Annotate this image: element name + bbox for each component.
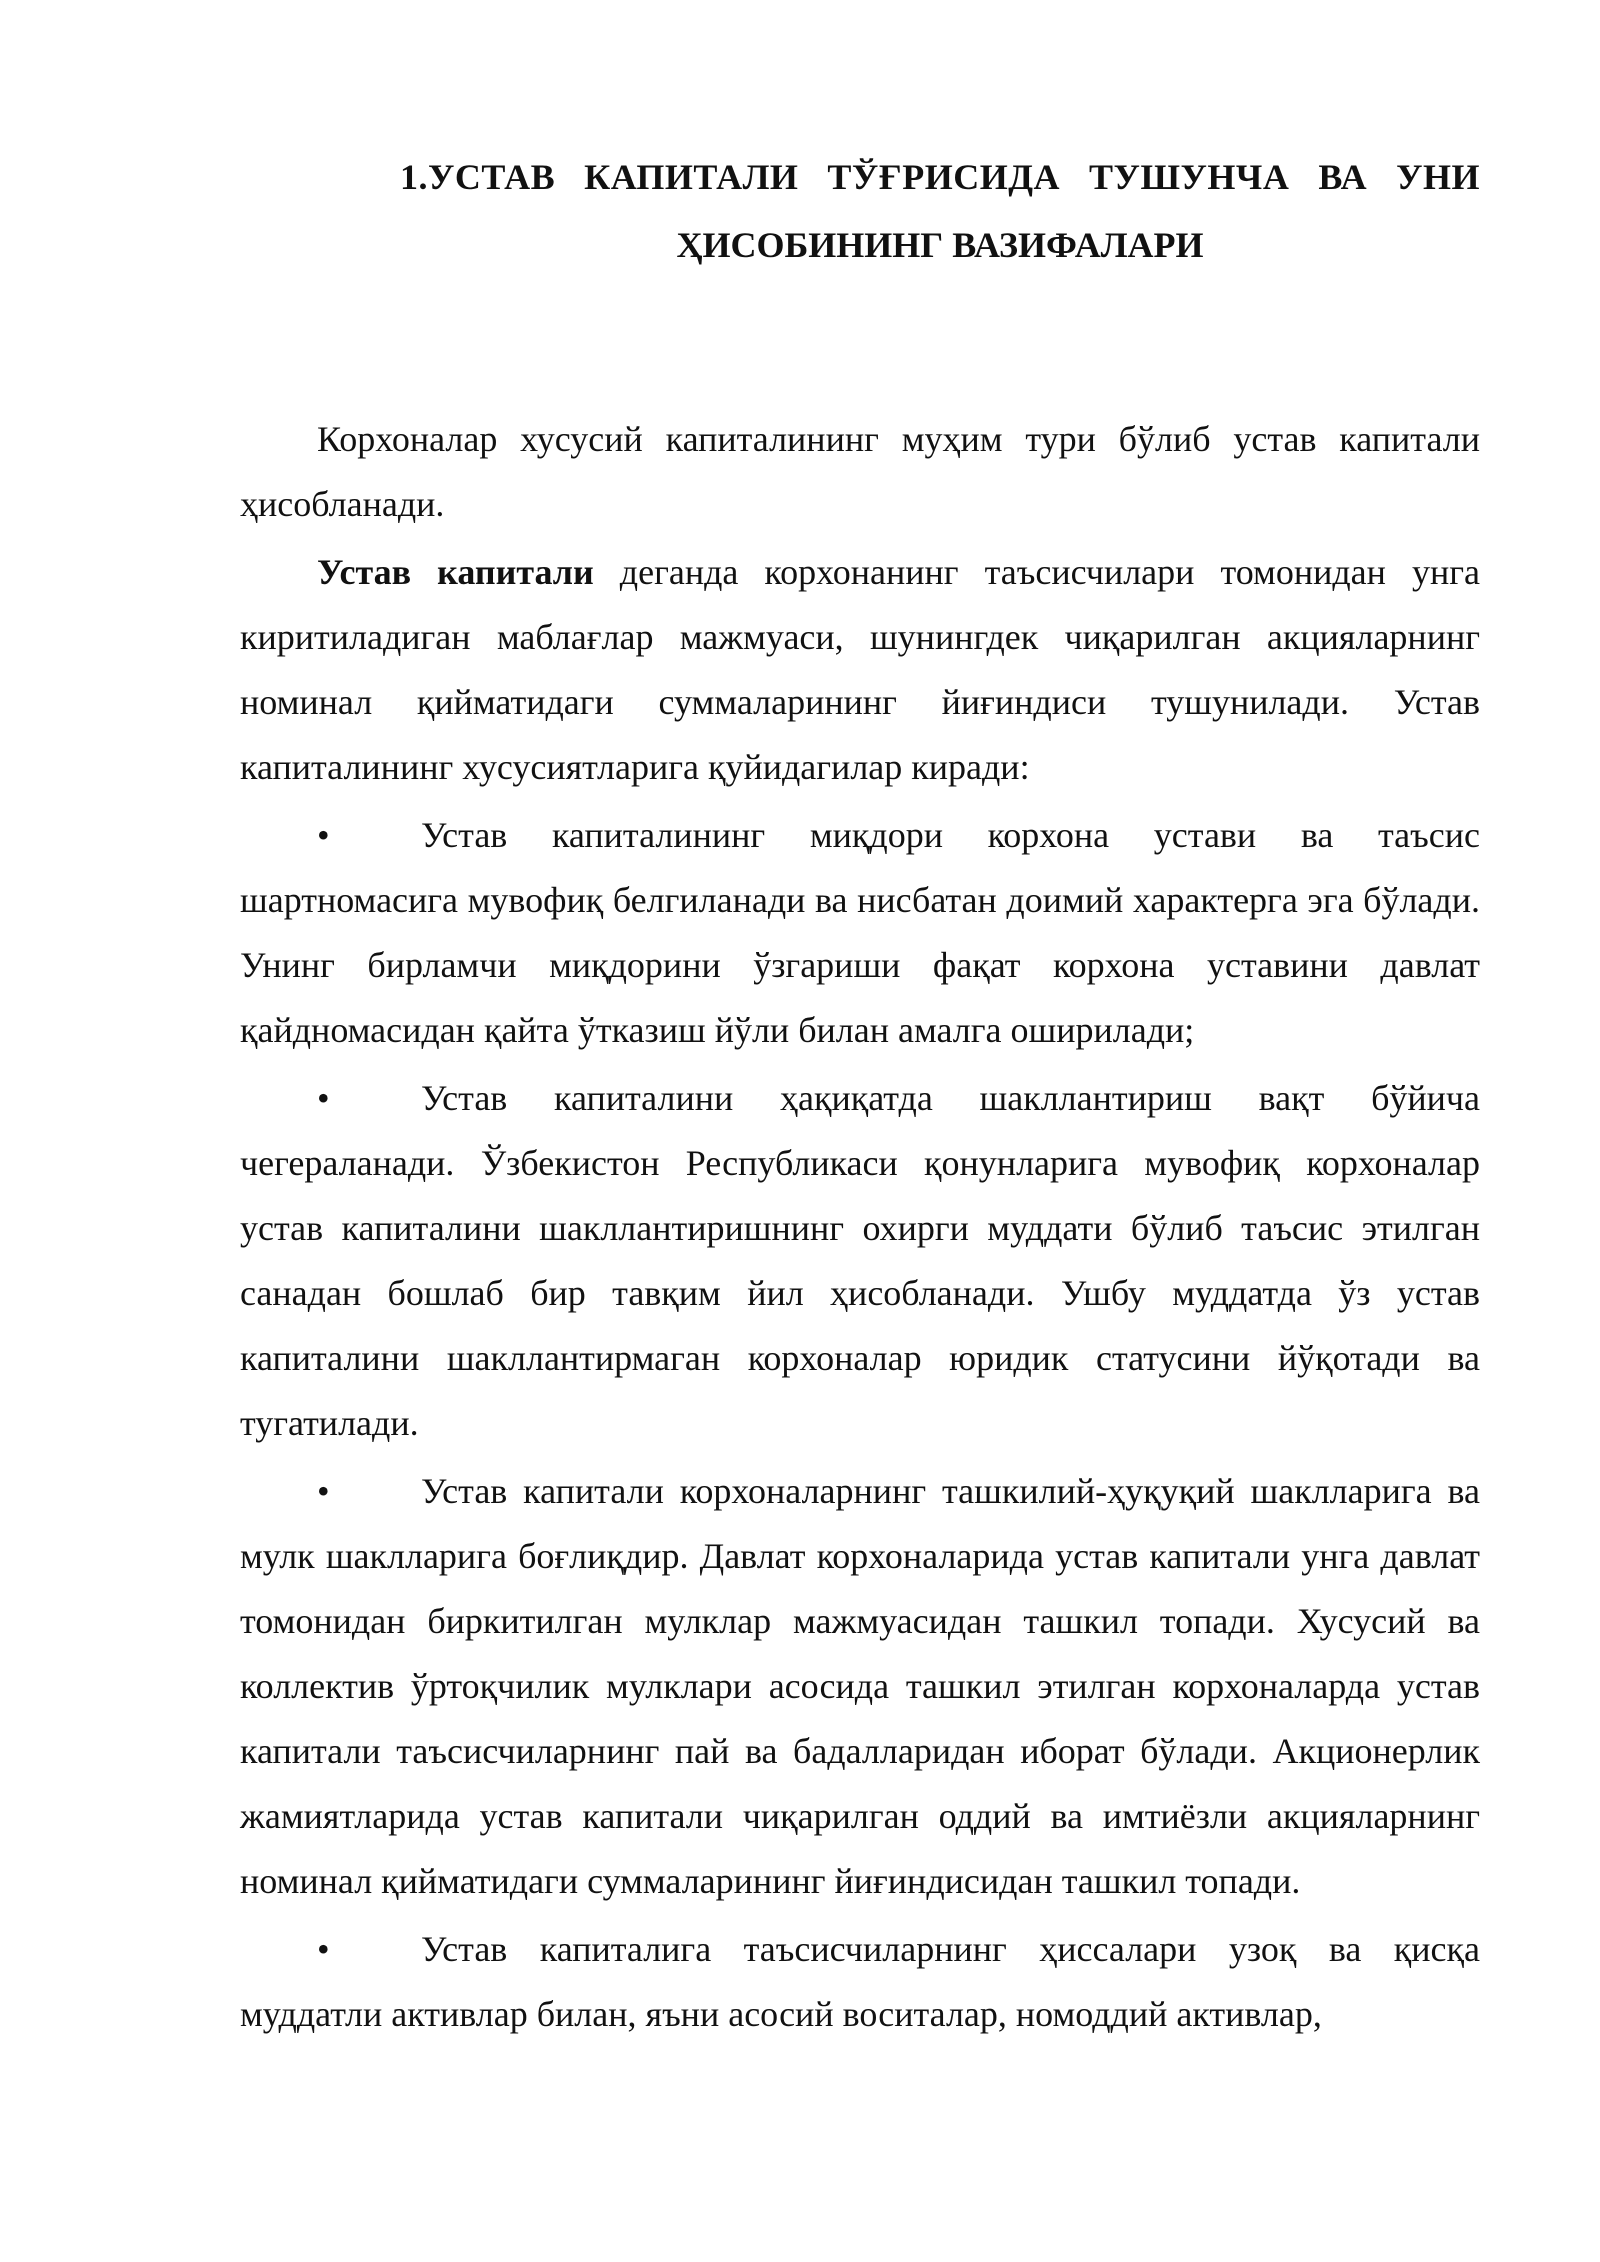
bullet-item-text: Устав капиталининг миқдори корхона устави ва таъсис шартномасига мувофиқ белгиланади ва нисбатан доимий характерга эга бўлади. Унинг бирламчи миқдорини ўзгариши фақат корхона уставини давлат қайдномасидан қайта ўтказиш йўли билан амалга оширилади; [240, 815, 1480, 1050]
bullet-item [240, 1917, 1480, 2047]
bullet-item [240, 803, 1480, 1063]
paragraph-definition [240, 540, 1480, 800]
document-body [240, 407, 1480, 2047]
section-heading-line-1: 1.УСТАВ КАПИТАЛИ ТЎҒРИСИДА ТУШУНЧА ВА УНИ [400, 157, 1480, 197]
paragraph-definition-text: деганда корхонанинг таъсисчилари томонидан унга киритиладиган маблағлар мажмуаси, шунингдек чиқарилган акцияларнинг номинал қийматидаги суммаларининг йиғиндиси тушунилади. Устав капиталининг хусусиятларига қуйидагилар киради: [240, 552, 1480, 787]
bullet-icon: • [317, 1929, 330, 1969]
bullet-icon: • [317, 815, 330, 855]
section-heading [400, 143, 1480, 279]
bullet-icon: • [317, 1078, 330, 1118]
definition-term: Устав капитали [317, 552, 594, 592]
bullet-item-text: Устав капиталини ҳақиқатда шакллантириш вақт бўйича чегераланади. Ўзбекистон Республикаси қонунларига мувофиқ корхоналар устав капиталини шакллантиришнинг охирги муддати бўлиб таъсис этилган санадан бошлаб бир тавқим йил ҳисобланади. Ушбу муддатда ўз устав капиталини шакллантирмаган корхоналар юридик статусини йўқотади ва тугатилади. [240, 1078, 1480, 1443]
bullet-item [240, 1459, 1480, 1914]
bullet-item [240, 1066, 1480, 1456]
bullet-item-text: Устав капиталига таъсисчиларнинг ҳиссалари узоқ ва қисқа муддатли активлар билан, яъни асосий воситалар, номоддий активлар, [240, 1929, 1480, 2034]
bullet-item-text: Устав капитали корхоналарнинг ташкилий-ҳуқуқий шаклларига ва мулк шаклларига боғлиқдир. Давлат корхоналарида устав капитали унга давлат томонидан биркитилган мулклар мажмуасидан ташкил топади. Хусусий ва коллектив ўртоқчилик мулклари асосида ташкил этилган корхоналарда устав капитали таъсисчиларнинг пай ва бадалларидан иборат бўлади. Акционерлик жамиятларида устав капитали чиқарилган оддий ва имтиёзли акцияларнинг номинал қийматидаги суммаларининг йиғиндисидан ташкил топади. [240, 1471, 1480, 1901]
paragraph-intro [240, 407, 1480, 537]
section-heading-line-2: ҲИСОБИНИНГ ВАЗИФАЛАРИ [676, 225, 1204, 265]
paragraph-intro-text: Корхоналар хусусий капиталининг муҳим тури бўлиб устав капитали ҳисобланади. [240, 419, 1480, 524]
bullet-icon: • [317, 1471, 330, 1511]
